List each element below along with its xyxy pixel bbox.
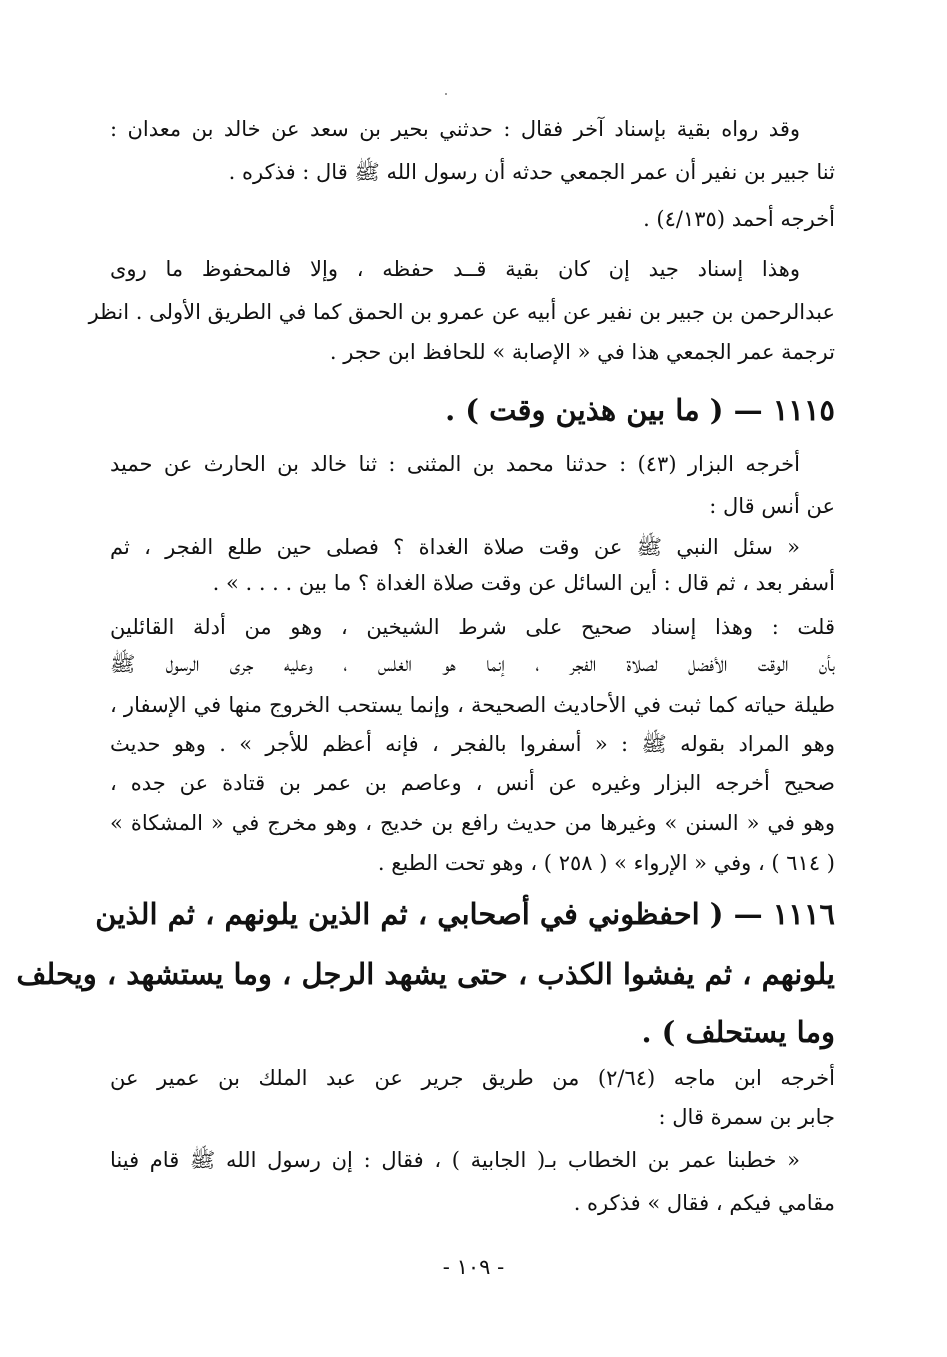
text-line: وهذا إسناد جيد إن كان بقية قــد حفظه ، وإلا فالمحفوظ ما روى: [110, 257, 800, 281]
text-line: أخرجه ابن ماجه (٢/٦٤) من طريق جرير عن عبد الملك بن عمير عن: [110, 1066, 835, 1090]
hadith-heading: وما يستحلف ) .: [641, 1015, 835, 1049]
text-line: وقد رواه بقية بإسناد آخر فقال : حدثني بحير بن سعد عن خالد بن معدان :: [110, 117, 800, 141]
text-line: طيلة حياته كما ثبت في الأحاديث الصحيحة ، وإنما يستحب الخروج منها في الإسفار ،: [110, 693, 835, 717]
hadith-heading: يلونهم ، ثم يفشوا الكذب ، حتى يشهد الرجل ، وما يستشهد ، ويحلف: [16, 957, 835, 991]
hadith-heading: ١١١٦ — ( احفظوني في أصحابي ، ثم الذين يلونهم ، ثم الذين: [95, 897, 835, 931]
text-line: مقامي فيكم ، فقال » فذكره .: [573, 1191, 835, 1215]
text-line: وهو في « السنن » وغيرها من حديث رافع بن خديج ، وهو مخرج في « المشكاة »: [110, 811, 835, 835]
text-line: صحيح أخرجه البزار وغيره عن أنس ، وعاصم بن عمر بن قتادة عن جده ،: [110, 771, 835, 795]
text-line: ثنا جبير بن نفير أن عمر الجمعي حدثه أن رسول الله ﷺ قال : فذكره .: [228, 160, 835, 184]
hadith-heading: ١١١٥ — ( ما بين هذين وقت ) .: [445, 393, 835, 427]
page-number: - ١٠٩ -: [442, 1255, 505, 1279]
text-line: عبدالرحمن بن جبير بن نفير عن أبيه عن عمرو بن الحمق كما في الطريق الأولى . انظر: [88, 300, 835, 324]
text-line: « خطبنا عمر بن الخطاب بـ( الجابية ) ، فقال : إن رسول الله ﷺ قام فينا: [110, 1148, 800, 1172]
text-line: « سئل النبي ﷺ عن وقت صلاة الغداة ؟ فصلى حين طلع الفجر ، ثم: [110, 535, 800, 559]
text-line: جابر بن سمرة قال :: [658, 1105, 835, 1129]
text-line: قلت : وهذا إسناد صحيح على شرط الشيخين ، وهو من أدلة القائلين: [110, 615, 835, 639]
text-line: بأن الوقت الأفضل لصلاة الفجر ، إنما هو الغلس ، وعليه جرى الرسول ﷺ: [110, 652, 835, 676]
text-line: عن أنس قال :: [709, 494, 835, 518]
text-line: ( ٦١٤ ) ، وفي « الإرواء » ( ٢٥٨ ) ، وهو تحت الطبع .: [377, 851, 835, 875]
text-line: أسفر بعد ، ثم قال : أين السائل عن وقت صلاة الغداة ؟ ما بين . . . . » .: [212, 571, 835, 595]
scan-speck: [445, 93, 447, 95]
text-line: أخرجه البزار (٤٣) : حدثنا محمد بن المثنى : ثنا خالد بن الحارث عن حميد: [110, 452, 800, 476]
text-line: وهو المراد بقوله ﷺ : « أسفروا بالفجر ، فإنه أعظم للأجر » . وهو حديث: [110, 732, 835, 756]
text-line: ترجمة عمر الجمعي هذا في « الإصابة » للحافظ ابن حجر .: [329, 340, 835, 364]
text-line: أخرجه أحمد (٤/١٣٥) .: [643, 207, 835, 231]
